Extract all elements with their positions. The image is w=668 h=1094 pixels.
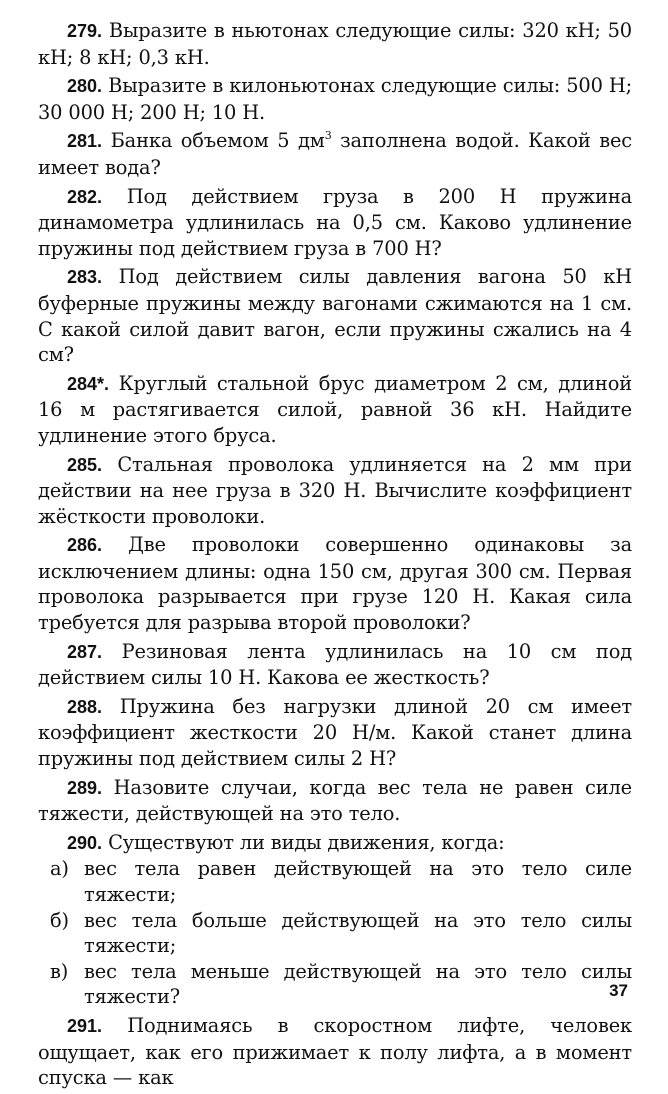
problem-281 — [38, 128, 632, 180]
problem-279 — [38, 18, 632, 70]
problem-number: 288. — [67, 696, 103, 717]
problem-text: Резиновая лента удлинилась на 10 см под действием силы 10 Н. Какова ее жесткость? — [38, 639, 633, 690]
problem-289 — [38, 775, 632, 827]
problem-286 — [38, 532, 632, 635]
problem-number: 279. — [67, 21, 103, 41]
page-content — [38, 18, 632, 1094]
problem-text-end: заполнена водой. Какой вес имеет вода? — [38, 129, 632, 179]
problem-number: 280. — [67, 76, 103, 97]
problem-287 — [38, 639, 632, 691]
option-item — [38, 856, 632, 907]
problem-text-start: Банка объемом 5 дм — [110, 129, 325, 153]
problem-280 — [38, 73, 632, 125]
problem-text: Назовите случаи, когда вес тела не равен силе тяжести, действующей на это тело. — [38, 775, 632, 826]
problem-number: 282. — [67, 186, 103, 207]
problem-number: 284*. — [67, 373, 110, 394]
problem-285 — [38, 452, 632, 530]
problem-text: Под действием груза в 200 Н пружина динамометра удлинилась на 0,5 см. Каково удлинение пружины под действием груза в 700 Н? — [38, 184, 633, 260]
option-item — [38, 959, 632, 1010]
problem-number: 286. — [67, 535, 103, 556]
problem-number: 287. — [67, 641, 103, 662]
problem-text: Выразите в ньютонах следующие силы: 320 кН; 50 кН; 8 кН; 0,3 кН. — [38, 19, 632, 69]
problem-291 — [38, 1013, 632, 1091]
superscript-exponent: 3 — [324, 129, 332, 143]
problem-text: Поднимаясь в скоростном лифте, человек ощущает, как его прижимает к полу лифта, а в момент спуска — как — [38, 1013, 632, 1090]
problem-288 — [38, 694, 632, 772]
option-letter: б) — [50, 908, 69, 932]
problem-text: Под действием силы давления вагона 50 кН буферные пружины между вагонами сжимаются на 1 см. С какой силой давит вагон, если пружины сжались на 4 см? — [38, 265, 633, 367]
option-text: вес тела больше действующей на это тело силы тяжести; — [84, 908, 632, 958]
problem-number: 289. — [67, 777, 103, 798]
problem-number: 281. — [67, 131, 103, 152]
option-item — [38, 908, 632, 959]
problem-text: Стальная проволока удлиняется на 2 мм при действии на нее груза в 320 Н. Вычислите коэффициент жёсткости проволоки. — [38, 452, 632, 528]
option-letter: а) — [50, 857, 69, 881]
problem-290 — [38, 830, 632, 857]
problem-number: 290. — [67, 832, 103, 853]
problem-text: Пружина без нагрузки длиной 20 см имеет коэффициент жесткости 20 Н/м. Какой станет длина пружины под действием силы 2 Н? — [38, 694, 632, 771]
problem-284 — [38, 371, 632, 449]
option-text: вес тела равен действующей на это тело силе тяжести; — [84, 857, 632, 906]
option-letter: в) — [50, 959, 69, 983]
problem-number: 283. — [67, 267, 103, 288]
problem-number: 291. — [67, 1015, 103, 1036]
problem-number: 285. — [67, 454, 103, 475]
problem-283 — [38, 264, 632, 367]
problem-290-options — [38, 856, 632, 1010]
problem-text: Существуют ли виды движения, когда: — [108, 830, 505, 854]
problem-text: Две проволоки совершенно одинаковы за исключением длины: одна 150 см, другая 300 см. Первая проволока разрывается при грузе 120 Н. Какая сила требуется для разрыва второй проволоки? — [38, 533, 632, 635]
page-number: 37 — [609, 981, 628, 1000]
option-text: вес тела меньше действующей на это тело силы тяжести? — [84, 959, 632, 1009]
problem-text: Выразите в килоньютонах следующие силы: 500 Н; 30 000 Н; 200 Н; 10 Н. — [38, 74, 632, 124]
problem-282 — [38, 184, 632, 262]
problem-text: Круглый стальной брус диаметром 2 см, длиной 16 м растягивается силой, равной 36 кН. Найдите удлинение этого бруса. — [38, 371, 632, 447]
